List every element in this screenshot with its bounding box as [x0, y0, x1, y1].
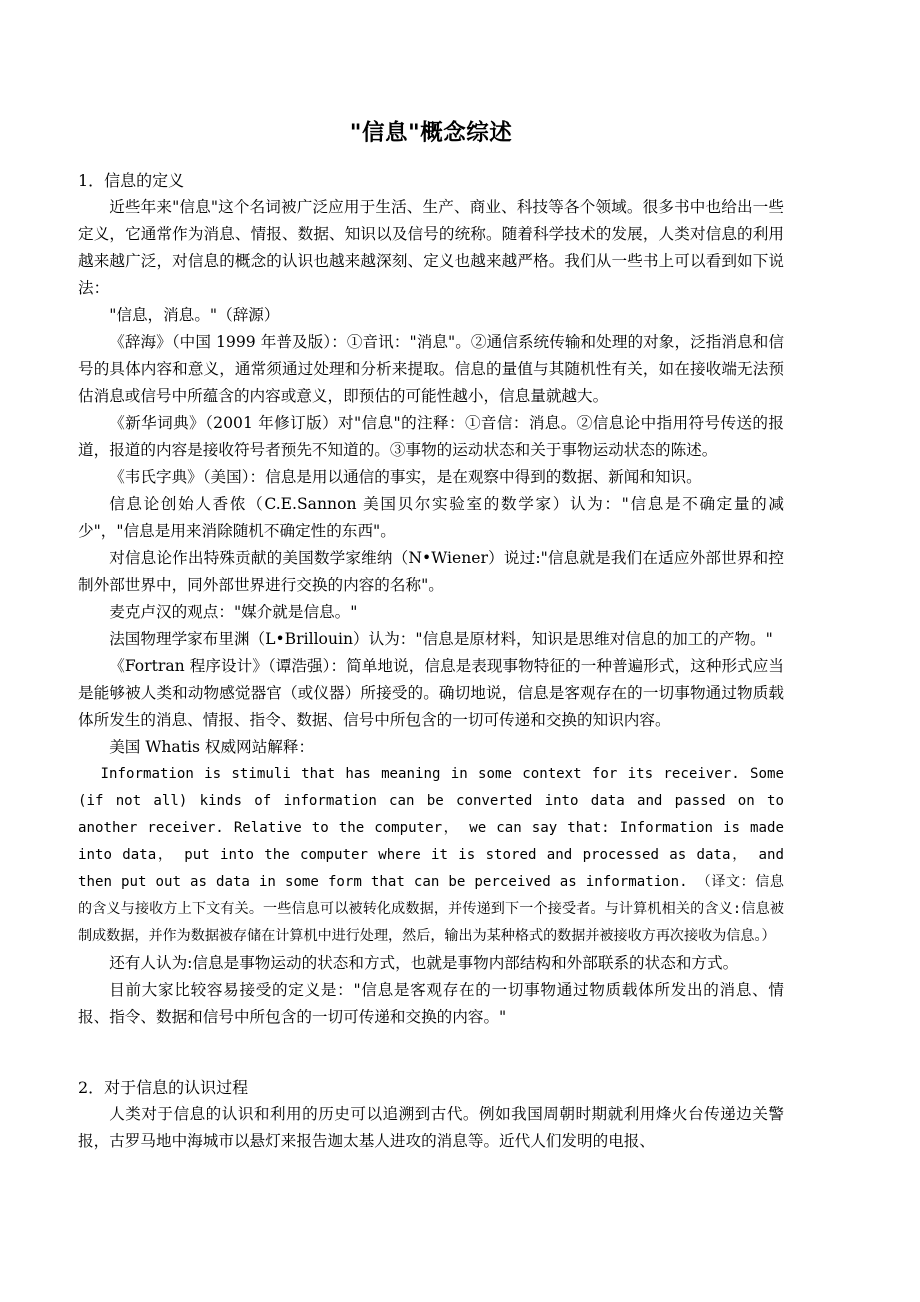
paragraph: 《辞海》（中国 1999 年普及版）：①音讯："消息"。②通信系统传输和处理的对象，泛指消息和信号的具体内容和意义，通常须通过处理和分析来提取。信息的量值与其随机性有关，如在接收端无法预估消息或信号中所蕴含的内容或意义，即预估的可能性越小，信息量就越大。	[78, 333, 784, 405]
paragraph: 信息论创始人香侬（C.E.Sannon 美国贝尔实验室的数学家）认为："信息是不确定量的减少"，"信息是用来消除随机不确定性的东西"。	[78, 495, 784, 540]
paragraph: 对信息论作出特殊贡献的美国数学家维纳（N•Wiener）说过:"信息就是我们在适应外部世界和控制外部世界中，同外部世界进行交换的内容的名称"。	[78, 549, 784, 594]
paragraph: 还有人认为:信息是事物运动的状态和方式，也就是事物内部结构和外部联系的状态和方式。	[109, 954, 739, 972]
section-heading-1: 1．信息的定义	[78, 171, 185, 190]
paragraph: 目前大家比较容易接受的定义是："信息是客观存在的一切事物通过物质载体所发出的消息、情报、指令、数据和信号中所包含的一切可传递和交换的内容。"	[78, 981, 784, 1026]
paragraph: "信息，消息。"（辞源）	[109, 306, 280, 324]
paragraph: 人类对于信息的认识和利用的历史可以追溯到古代。例如我国周朝时期就利用烽火台传递边关警报，古罗马地中海城市以悬灯来报告迦太基人进攻的消息等。近代人们发明的电报、	[78, 1105, 784, 1150]
paragraph: 《韦氏字典》（美国）：信息是用以通信的事实，是在观察中得到的数据、新闻和知识。	[109, 468, 702, 486]
paragraph: 《新华词典》（2001 年修订版）对"信息"的注释：①音信：消息。②信息论中指用符号传送的报道，报道的内容是接收符号者预先不知道的。③事物的运动状态和关于事物运动状态的陈述。	[78, 414, 784, 459]
paragraph: 麦克卢汉的观点："媒介就是信息。"	[109, 603, 358, 621]
page-title: "信息"概念综述	[349, 120, 513, 146]
section-heading-2: 2．对于信息的认识过程	[78, 1078, 249, 1097]
paragraph: 《Fortran 程序设计》（谭浩强）：简单地说，信息是表现事物特征的一种普遍形式，这种形式应当是能够被人类和动物感觉器官（或仪器）所接受的。确切地说，信息是客观存在的一切事物通过物质载体所发生的消息、情报、指令、数据、信号中所包含的一切可传递和交换的知识内容。	[78, 657, 784, 729]
paragraph: 近些年来"信息"这个名词被广泛应用于生活、生产、商业、科技等各个领域。很多书中也给出一些定义，它通常作为消息、情报、数据、知识以及信号的统称。随着科学技术的发展，人类对信息的利用越来越广泛，对信息的概念的认识也越来越深刻、定义也越来越严格。我们从一些书上可以看到如下说法：	[78, 198, 784, 297]
document-content	[78, 0, 784, 1155]
paragraph: 法国物理学家布里渊（L•Brillouin）认为："信息是原材料，知识是思维对信息的加工的产物。"	[109, 630, 773, 648]
paragraph-english-quote: Information is stimuli that has meaning in some context for its receiver. Some (if not all) kinds of information can be converted into data and passed on to another receiver. Relative to the computer， we can say that: Information is made into data， put into the computer where it is stored and processed as data， and then put out as data in some form that can be perceived as information. （译文：信息的含义与接收方上下文有关。一些信息可以被转化成数据，并传递到下一个接受者。与计算机相关的含义:信息被制成数据，并作为数据被存储在计算机中进行处理，然后，输出为某种格式的数据并被接收方再次接收为信息。）	[78, 766, 784, 944]
paragraph: 美国 Whatis 权威网站解释：	[109, 738, 315, 756]
